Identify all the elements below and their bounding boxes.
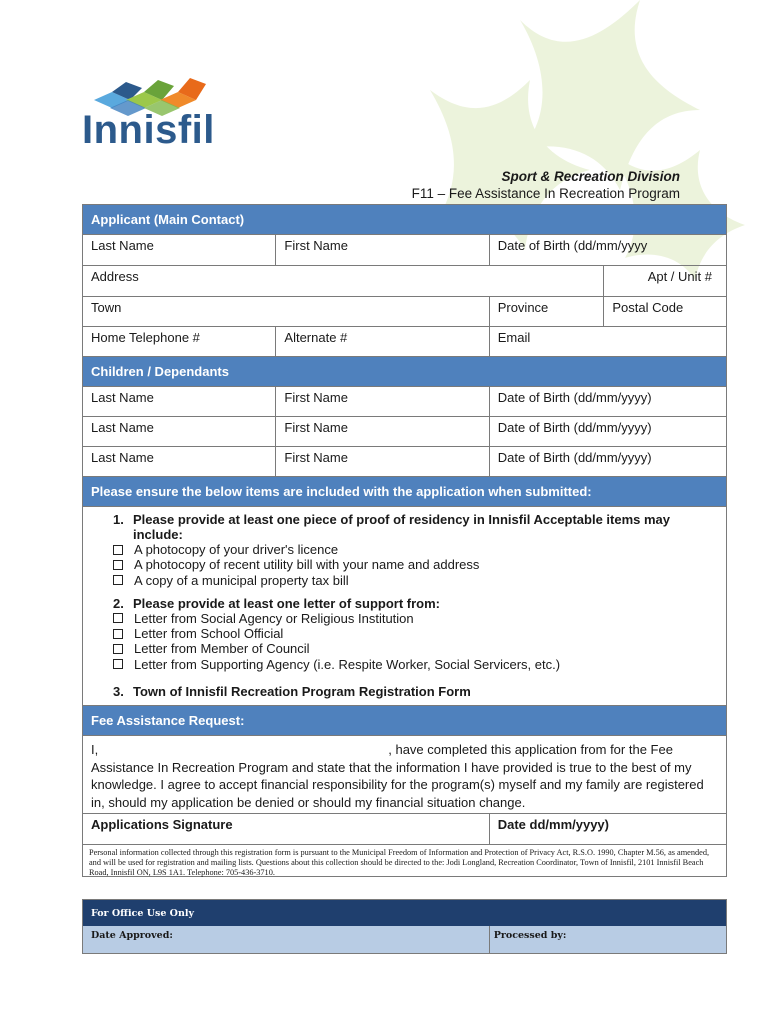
checklist-item [113,611,726,626]
requirements-list [83,507,726,706]
address-row [83,266,726,297]
applicant-section-header: Applicant (Main Contact) [83,205,726,235]
requirement-item-3 [113,684,726,699]
requirements-section-header: Please ensure the below items are included with the application when submitted: [83,477,726,507]
checkbox-icon[interactable] [113,659,123,669]
declaration-text [83,736,726,814]
date-approved-field[interactable]: Date Approved: [83,926,490,953]
town-row [83,297,726,327]
office-use-box [82,899,727,954]
division-title: Sport & Recreation Division [501,169,680,184]
checklist-item [113,542,726,557]
checkbox-icon[interactable] [113,613,123,623]
applicant-last-name-field[interactable]: Last Name [83,235,276,265]
checkbox-icon[interactable] [113,545,123,555]
alternate-telephone-field[interactable]: Alternate # [276,327,489,356]
checklist-item [113,557,726,572]
child-row [83,447,726,477]
province-field[interactable]: Province [490,297,605,326]
checklist-label: Letter from School Official [134,626,284,642]
office-use-header: For Office Use Only [83,900,726,926]
child-dob-field[interactable]: Date of Birth (dd/mm/yyyy) [497,420,652,435]
requirement-item-2 [113,596,726,611]
checklist-label: A photocopy of recent utility bill with your name and address [134,557,480,573]
child-last-name-field[interactable]: Last Name [83,417,276,446]
checkbox-icon[interactable] [113,560,123,570]
signature-date-field[interactable]: Date dd/mm/yyyy) [497,817,609,832]
checklist-item [113,657,726,672]
child-first-name-field[interactable]: First Name [276,447,489,476]
child-dob-field[interactable]: Date of Birth (dd/mm/yyyy) [497,450,652,465]
item-number: 1. [113,512,124,527]
item-text: Please provide at least one piece of proof of residency in Innisfil Acceptable items may [133,512,671,527]
processed-by-field[interactable]: Processed by: [493,930,567,941]
checklist-label: A photocopy of your driver's licence [134,542,339,557]
checkbox-icon[interactable] [113,575,123,585]
item-text: Please provide at least one letter of support from: [133,595,441,611]
checkbox-icon[interactable] [113,629,123,639]
privacy-notice: Personal information collected through this registration form is pursuant to the Municipal Freedom of Information and Protection of Privacy Act, R.S.O. 1990, Chapter M.56, as amended, and will be used for registration and mailing lists. Questions about this collection should be directed to the: Jodi Longland, Recreation Coordinator, Town of Innisfil, 2101 Innisfil Beach Road, Innisfil ON, L9S 1A1. Telephone: 705-436-3710. [89,848,710,877]
checkbox-icon[interactable] [113,644,123,654]
child-row [83,387,726,417]
checklist-item [113,573,726,588]
checklist-label: Letter from Member of Council [134,641,310,657]
office-use-row [83,926,726,953]
checklist-label: A copy of a municipal property tax bill [134,572,349,588]
declaration-body: , have completed this application from for the Fee Assistance In Recreation Program and state that the information I have provided is true to the best of my knowledge. I agree to accept financial responsibility for the program(s) myself and my family are registered in, should my application be denied or should my financial situation change. [91,742,704,810]
child-first-name-field[interactable]: First Name [276,387,489,416]
child-row [83,417,726,447]
child-last-name-field[interactable]: Last Name [83,447,276,476]
children-section-header: Children / Dependants [83,357,726,387]
postal-code-field[interactable]: Postal Code [612,300,684,315]
checklist-label: Letter from Supporting Agency (i.e. Respite Worker, Social Servicers, etc.) [134,656,561,672]
item-text-continued: include: [133,527,183,542]
child-last-name-field[interactable]: Last Name [83,387,276,416]
fee-request-section-header: Fee Assistance Request: [83,706,726,736]
applicant-dob-field[interactable]: Date of Birth (dd/mm/yyyy [497,238,648,253]
item-number: 3. [113,684,124,700]
checklist-item [113,626,726,641]
application-form [82,204,727,877]
checklist-label: Letter from Social Agency or Religious Institution [134,610,414,626]
signature-field[interactable]: Applications Signature [83,814,490,844]
applicant-name-row [83,235,726,266]
requirement-item-1 [113,512,726,527]
child-dob-field[interactable]: Date of Birth (dd/mm/yyyy) [497,390,652,405]
declaration-prefix: I, [91,742,99,757]
applicant-first-name-field[interactable]: First Name [276,235,489,265]
telephone-row [83,327,726,357]
apt-unit-field[interactable]: Apt / Unit # [647,269,712,284]
signature-row [83,814,726,845]
email-field[interactable]: Email [497,330,531,345]
item-number: 2. [113,595,124,611]
program-title: F11 – Fee Assistance In Recreation Program [411,186,680,201]
item-text: Town of Innisfil Recreation Program Registration Form [133,684,471,700]
checklist-item [113,641,726,656]
address-field[interactable]: Address [83,266,604,296]
town-field[interactable]: Town [83,297,490,326]
child-first-name-field[interactable]: First Name [276,417,489,446]
logo-wordmark: Innisfil [82,108,215,152]
home-telephone-field[interactable]: Home Telephone # [83,327,276,356]
